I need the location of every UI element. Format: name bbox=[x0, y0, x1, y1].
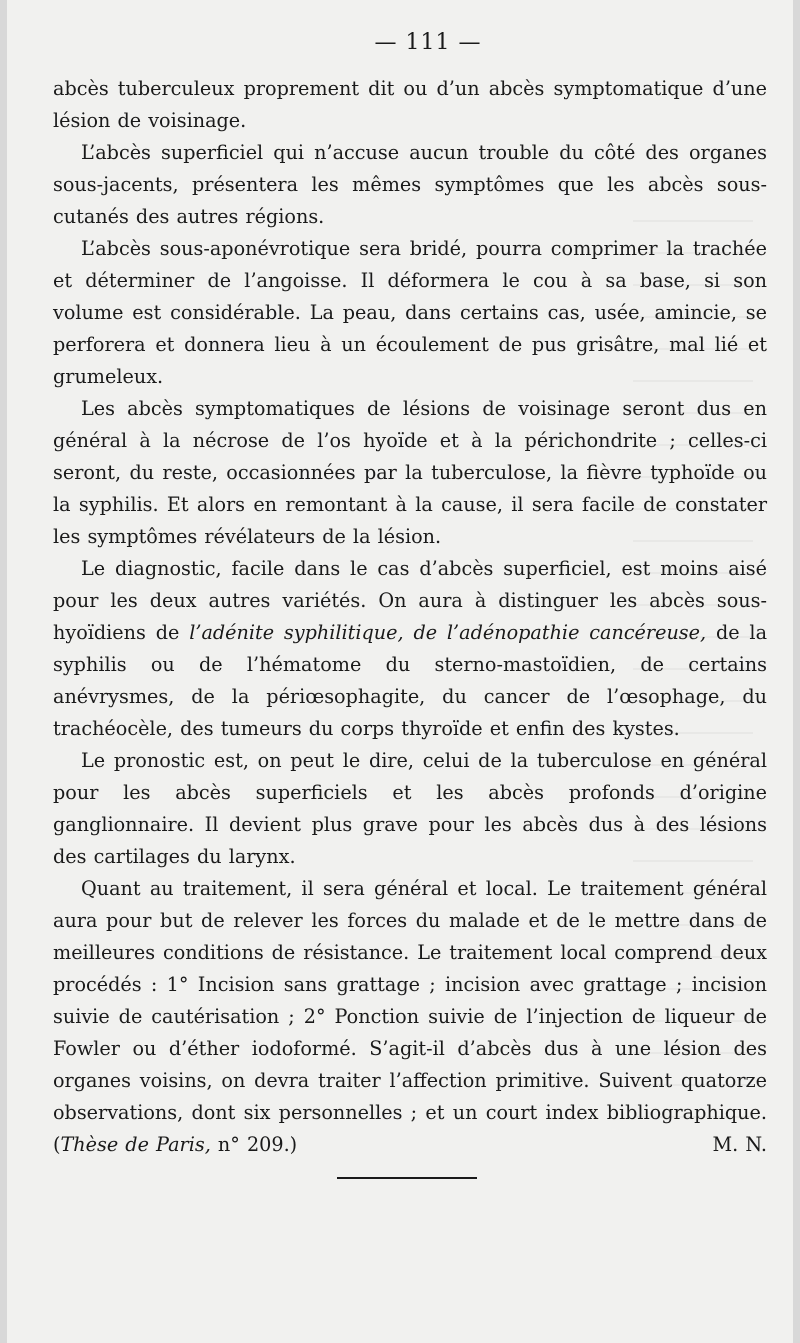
these-citation: Thèse de Paris, bbox=[60, 1133, 211, 1156]
traitement-text: Quant au traitement, il sera général et local. Le traitement général aura pour but de relever les forces du malade et de le mettre dans de meilleures conditions de résistance. Le traitement local comprend deux procédés : 1° Incision sans grattage ; incision avec grattage ; incision suivie de cautérisation ; 2° Ponction suivie de l’injection de liqueur de Fowler ou d’éther iodoformé. S’agit-il d’abcès dus à une lésion des organes voisins, on devra traiter l’affection primitive. Suivent quatorze observations, dont six personnelles ; et un court index bibliographique. ( bbox=[53, 877, 767, 1156]
show-through-texture bbox=[633, 220, 753, 1120]
these-number: n° 209.) bbox=[210, 1133, 298, 1156]
author-signature: M. N. bbox=[712, 1133, 767, 1156]
closing-rule bbox=[337, 1177, 477, 1179]
diagnostic-text-end: de la syphilis ou de l’hématome du sterno-mastoïdien, de certains anévrysmes, de la périœsophagite, du cancer de l’œsophage, du trachéocèle, des tumeurs du corps thyroïde et enfin des kystes. bbox=[53, 621, 768, 740]
page-number: — 111 — bbox=[374, 30, 482, 55]
diagnostic-italic-terms: l’adénite syphilitique, de l’adénopathie cancéreuse, bbox=[189, 621, 707, 644]
diagnostic-text-start: Le diagnostic, facile dans le cas d’abcès superficiel, est moins aisé pour les deux autres variétés. On aura à distinguer les abcès sous-hyoïdiens de bbox=[53, 557, 767, 644]
paragraph-continued: abcès tuberculeux proprement dit ou d’un abcès symptomatique d’une lésion de voisinage. bbox=[53, 77, 767, 132]
document-page bbox=[7, 0, 793, 1343]
paragraph-abces-superficiel: L’abcès superficiel qui n’accuse aucun trouble du côté des organes sous-jacents, présentera les mêmes symptômes que les abcès sous-cutanés des autres régions. bbox=[53, 141, 767, 228]
paragraph-pronostic: Le pronostic est, on peut le dire, celui de la tuberculose en général pour les abcès superficiels et les abcès profonds d’origine ganglionnaire. Il devient plus grave pour les abcès dus à des lésions des cartilages du larynx. bbox=[53, 749, 767, 868]
paragraph-abces-symptomatiques: Les abcès symptomatiques de lésions de voisinage seront dus en général à la nécrose de l’os hyoïde et à la périchondrite ; celles-ci seront, du reste, occasionnées par la tuberculose, la fièvre typhoïde ou la syphilis. Et alors en remontant à la cause, il sera facile de constater les symptômes révélateurs de la lésion. bbox=[53, 397, 767, 548]
paragraph-abces-sous-aponevrotique: L’abcès sous-aponévrotique sera bridé, pourra comprimer la trachée et déterminer de l’angoisse. Il déformera le cou à sa base, si son volume est considérable. La peau, dans certains cas, usée, amincie, se perforera et donnera lieu à un écoulement de pus grisâtre, mal lié et grumeleux. bbox=[53, 237, 767, 388]
